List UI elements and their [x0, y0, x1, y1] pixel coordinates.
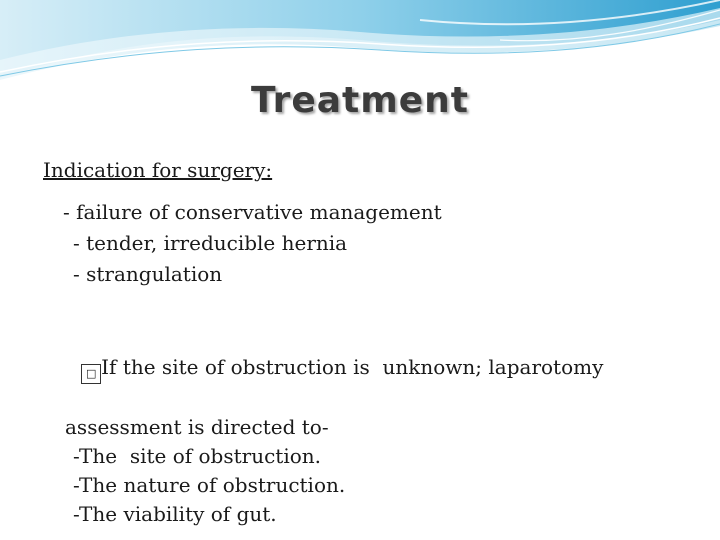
indication-heading: Indication for surgery:: [43, 158, 273, 182]
list-item: - strangulation: [73, 262, 223, 286]
header-wave-decoration: [0, 0, 720, 90]
laparotomy-paragraph: [43, 324, 603, 529]
list-item: - tender, irreducible hernia: [73, 231, 348, 255]
slide-title: Treatment: [250, 80, 470, 121]
list-item: -The site of obstruction.: [73, 444, 322, 468]
list-item: - failure of conservative management: [63, 200, 442, 224]
list-item: -The viability of gut.: [73, 502, 277, 526]
indication-list: [63, 197, 442, 290]
list-item: -The nature of obstruction.: [73, 473, 346, 497]
missing-glyph-bullet-icon: □: [81, 364, 101, 384]
paragraph-first-line: If the site of obstruction is unknown; laparotomy: [101, 355, 604, 379]
paragraph-second-line: assessment is directed to-: [65, 415, 329, 439]
